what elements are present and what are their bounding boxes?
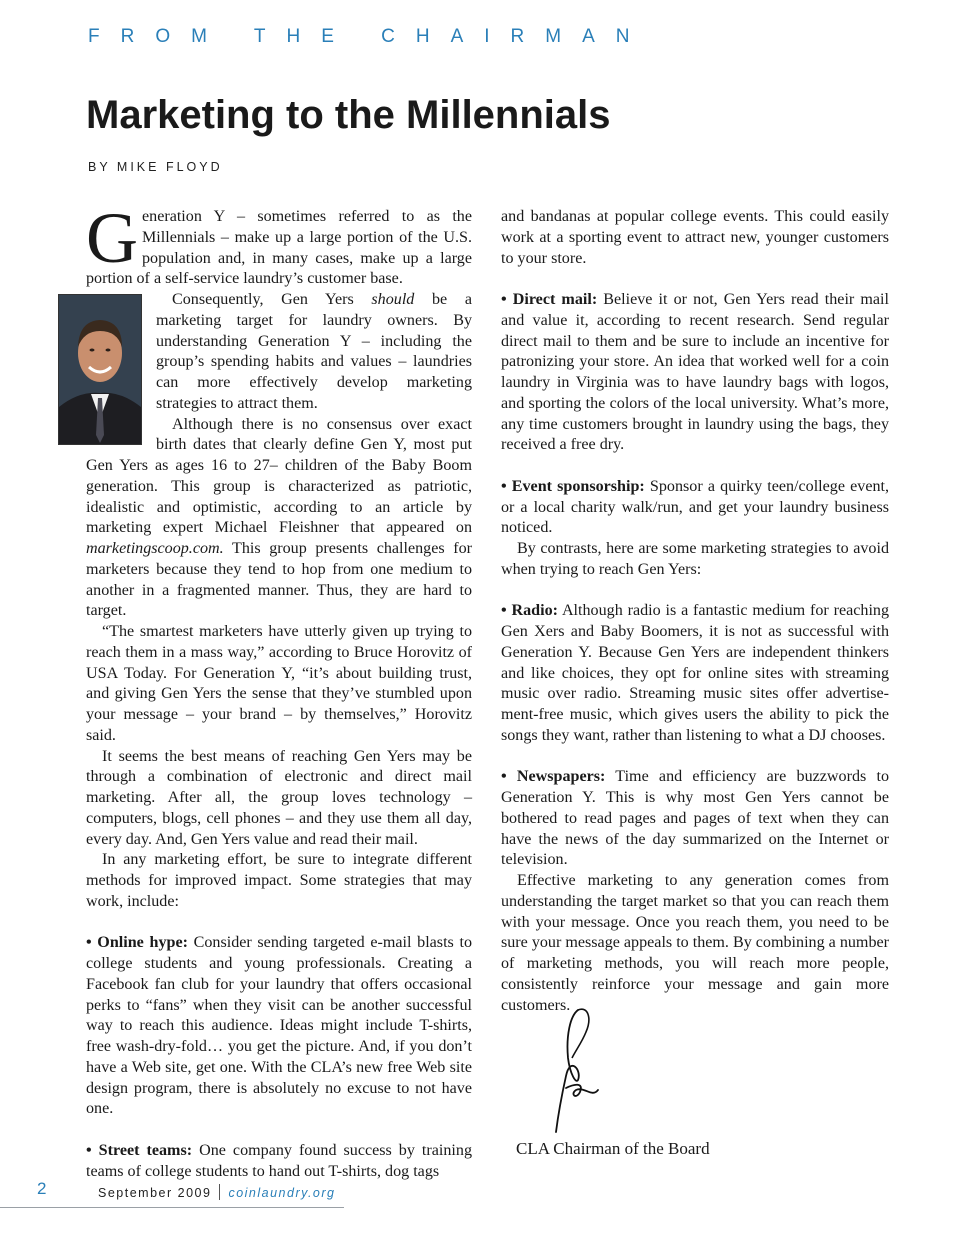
section-kicker: FROM THE CHAIRMAN <box>88 26 651 47</box>
p3-website: marketingscoop.com. <box>86 540 224 557</box>
bullet-direct-mail <box>501 290 889 456</box>
bullet-label: • Radio: <box>501 602 558 620</box>
bullet-text: Consider sending targeted e-mail blasts to college students and young professionals. Creating a Facebook fan club for your laundry that offers occasional perks to “fans” when they visit can be another successful way to reach this audience. Ideas might include T-shirts, free wash-dry-fold… you get the picture. And, if you don’t have a Web site, get one. With the CLA’s new free Web site design program, there is absolutely no excuse to not have one. <box>86 934 473 1118</box>
bullet-text: Time and efficiency are buzzwords to Generation Y. This is why most Gen Yers cannot be bothered to read pages and pages of text when they can have the news of the day summarized on the Internet or television. <box>501 768 889 869</box>
signature-caption: CLA Chairman of the Board <box>516 1139 710 1158</box>
bullet-newspapers <box>501 767 889 871</box>
issue-date: September 2009 <box>98 1186 212 1200</box>
contrast-paragraph: By contrasts, here are some marketing strategies to avoid when trying to reach Gen Yers: <box>501 540 889 578</box>
p2-text-b: be a marketing target for laundry owners. By understanding Generation Y – including the group’s spending habits and values – laundries can more effectively develop marketing strategies to attract them. <box>156 291 472 412</box>
page-number: 2 <box>37 1179 47 1198</box>
bullet-event-sponsorship <box>501 477 889 539</box>
bullet-label: • Street teams: <box>86 1141 193 1159</box>
footer-divider <box>219 1184 220 1200</box>
bullet-text: Although radio is a fantastic medium for reaching Gen Xers and Baby Boomers, it is not as successful with Generation Y. Because Gen Yers are independent thinkers and like choices, they opt for online sites with streaming music over radio. Streaming music sites offer advertise-ment-free music, which gives users the ability to pick the songs they want, rather than listening to what a DJ chooses. <box>501 602 890 744</box>
right-column <box>501 207 889 1016</box>
bullet-text: One company found success by training teams of college students to hand out T-shirts, dog tags <box>86 1141 472 1180</box>
footer-text <box>98 1184 335 1200</box>
p3-text-a: Although there is no consensus over exact birth dates that clearly define Gen Y, most put Gen Yers as ages 16 to 27– children of the Baby Boom generation. This group is characterized as patriotic, idealistic and optimistic, according to an article by marketing expert Michael Fleishner that appeared on <box>86 415 472 537</box>
bullet-label: • Online hype: <box>86 934 188 952</box>
bullet-label: • Newspapers: <box>501 768 606 786</box>
intro-paragraph <box>86 198 472 290</box>
paragraph-4: “The smartest marketers have utterly given up trying to reach them in a mass way,” according to Bruce Horovitz of USA Today. For Generation Y, “it’s about building trust, and giving Gen Yers the sense that they’ve stumbled upon your message – your brand – by themselves,” Horovitz said. <box>86 623 472 744</box>
closing-paragraph: Effective marketing to any generation comes from understanding the target market so that you can reach them with your message. Once you reach them, you need to be sure your message appeals to them. By combining a number of marketing methods, you will reach more people, consistently reinforce your message and gain more customers. <box>501 872 889 1014</box>
author-portrait-image <box>59 295 141 444</box>
bullet-radio <box>501 601 889 746</box>
p3-text-b: This group presents challenges for marketers because they tend to hop from one medium to another in a fragmented manner. Thus, they are hard to target. <box>86 540 472 620</box>
bullet-label: • Event sponsorship: <box>501 477 645 495</box>
bullet-label: • Direct mail: <box>501 291 598 308</box>
paragraph-6: In any marketing effort, be sure to integrate different methods for improved impact. Some strategies that may work, include: <box>86 851 472 910</box>
article-title: Marketing to the Millennials <box>86 93 611 137</box>
drop-cap: G <box>86 198 138 278</box>
page-footer <box>0 1175 344 1208</box>
paragraph-2 <box>86 290 472 415</box>
p2-emphasis: should <box>371 291 415 308</box>
bullet-text: Believe it or not, Gen Yers read their mail and value it, according to recent research. Send regular direct mail to them and be sure to include an incentive for patronizing your store. An idea that worked well for a coin laundry in Virginia was to have laundry bags with logos, and sporting the colors of the local university. What’s more, any time customers brought in laundry using the bags, they received a free dry. <box>501 291 889 454</box>
chairman-signature <box>540 1006 610 1136</box>
author-photo <box>58 294 142 445</box>
bullet-text: Sponsor a quirky teen/college event, or a local charity walk/run, and get your laundry business noticed. <box>501 477 889 537</box>
continued-paragraph: and bandanas at popular college events. This could easily work at a sporting event to attract new, younger customers to your store. <box>501 208 889 267</box>
intro-text: eneration Y – sometimes referred to as the Millennials – make up a large portion of the U.S. population and, in many cases, make up a large portion of a self-service laundry’s customer base. <box>86 208 472 288</box>
left-column <box>86 198 473 1182</box>
paragraph-3 <box>86 415 472 623</box>
website-link[interactable]: coinlaundry.org <box>228 1186 336 1200</box>
paragraph-5: It seems the best means of reaching Gen Yers may be through a combination of electronic and direct mail marketing. After all, the group loves technology – computers, blogs, cell phones – and they use them all day, every day. And, Gen Yers value and read their mail. <box>86 747 472 848</box>
bullet-online-hype <box>86 933 472 1120</box>
p2-text-a: Consequently, Gen Yers <box>172 291 372 308</box>
byline: BY MIKE FLOYD <box>88 160 223 174</box>
